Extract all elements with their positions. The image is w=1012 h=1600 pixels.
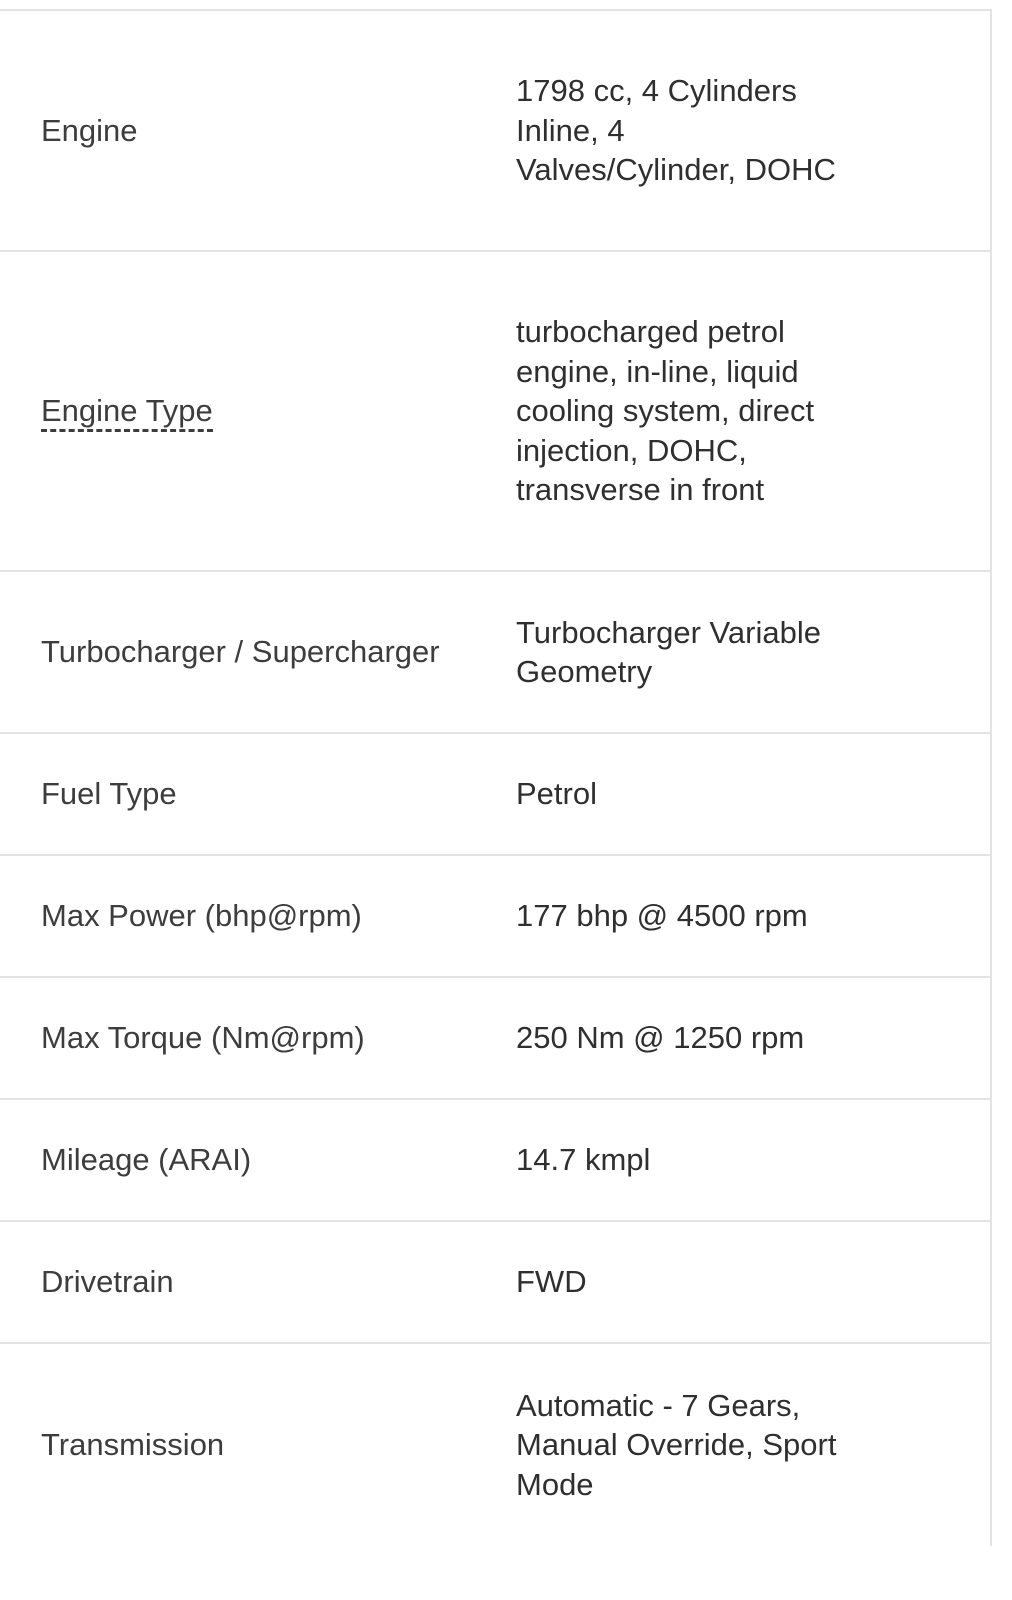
- specifications-table: [0, 9, 992, 1546]
- spec-value: 177 bhp @ 4500 rpm: [516, 898, 808, 934]
- spec-label-tooltip-trigger[interactable]: [0, 391, 476, 431]
- spec-value: 1798 cc, 4 Cylinders Inline, 4 Valves/Cylinder, DOHC: [516, 73, 836, 188]
- spec-label: Max Torque (Nm@rpm): [41, 1020, 365, 1055]
- spec-value: Petrol: [516, 776, 597, 812]
- spec-row-max-power: [0, 856, 990, 978]
- spec-label[interactable]: Engine Type: [41, 393, 213, 432]
- spec-label: Engine: [41, 112, 138, 148]
- spec-row-engine: [0, 11, 990, 252]
- spec-value: 14.7 kmpl: [516, 1142, 651, 1178]
- spec-value: 250 Nm @ 1250 rpm: [516, 1020, 805, 1056]
- spec-row-engine-type: [0, 252, 990, 572]
- spec-label: Transmission: [41, 1427, 225, 1462]
- spec-row-mileage: [0, 1100, 990, 1222]
- spec-row-drivetrain: [0, 1222, 990, 1344]
- spec-value: FWD: [516, 1264, 587, 1300]
- spec-label: Fuel Type: [41, 776, 177, 811]
- spec-label: Mileage (ARAI): [41, 1142, 252, 1177]
- spec-row-max-torque: [0, 978, 990, 1100]
- spec-label: Drivetrain: [41, 1264, 174, 1299]
- spec-value: Turbocharger Variable Geometry: [516, 614, 821, 689]
- spec-row-fuel-type: [0, 734, 990, 856]
- spec-value: Automatic - 7 Gears, Manual Override, Sport Mode: [516, 1387, 837, 1502]
- spec-label: Max Power (bhp@rpm): [41, 898, 362, 933]
- spec-row-turbocharger: [0, 572, 990, 734]
- spec-row-transmission: [0, 1344, 990, 1546]
- spec-value: turbocharged petrol engine, in-line, liquid cooling system, direct injection, DOHC, transverse in front: [516, 314, 815, 508]
- spec-label: Turbocharger / Supercharger: [41, 634, 440, 669]
